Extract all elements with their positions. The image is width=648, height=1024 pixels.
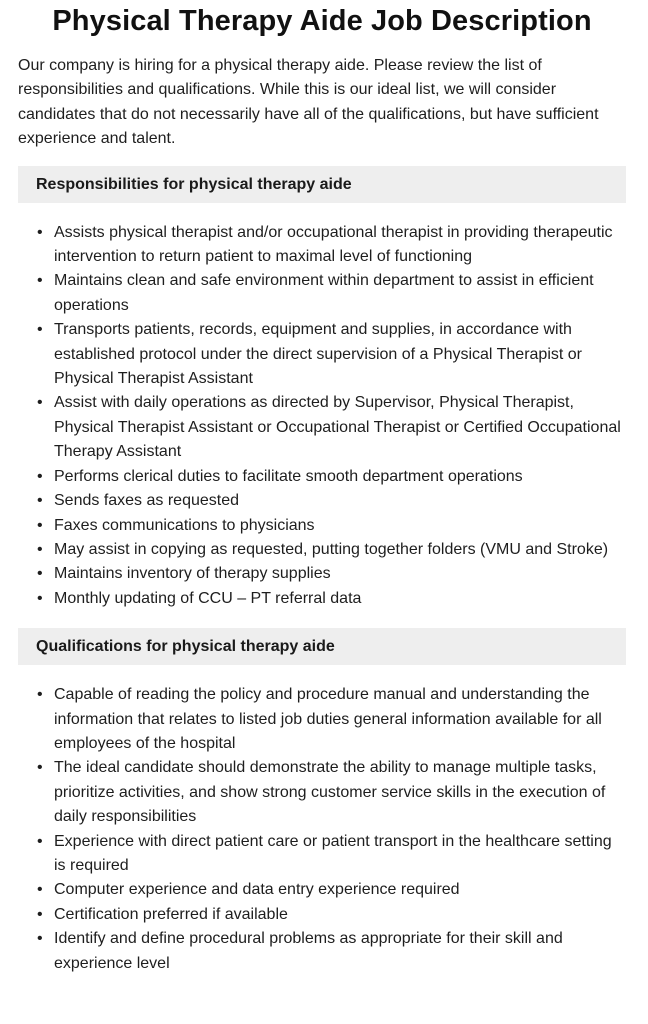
list-item-text: May assist in copying as requested, putting together folders (VMU and Stroke) [54,540,609,558]
list-item [37,562,626,586]
list-item [37,538,626,562]
bullet-icon: • [37,223,43,241]
list-item [37,391,626,464]
bullet-icon: • [37,686,43,704]
list-item [37,269,626,318]
list-item [37,830,626,879]
page-title: Physical Therapy Aide Job Description [52,5,592,37]
bullet-icon: • [37,467,43,485]
bullet-icon: • [37,759,43,777]
bullet-icon: • [37,881,43,899]
list-item [37,489,626,513]
bullet-icon: • [37,540,43,558]
list-item [37,683,626,756]
list-item-text: Experience with direct patient care or patient transport in the healthcare setting is required [54,832,612,874]
list-item [37,903,626,927]
list-item [37,756,626,829]
list-item-text: Identify and define procedural problems as appropriate for their skill and experience level [54,930,563,972]
list-item [37,221,626,270]
list-item-text: Sends faxes as requested [54,492,240,510]
list-item-text: Monthly updating of CCU – PT referral data [54,589,362,607]
intro-paragraph: Our company is hiring for a physical therapy aide. Please review the list of responsibilities and qualifications. While this is our ideal list, we will consider candidates that do not necessarily have all of the qualifications, but have sufficient experience and talent. [18,57,599,148]
bullet-icon: • [37,492,43,510]
bullet-icon: • [37,832,43,850]
list-item-text: Assists physical therapist and/or occupational therapist in providing therapeutic intervention to return patient to maximal level of functioning [54,223,613,266]
list-item [37,465,626,489]
bullet-icon: • [37,394,43,412]
list-item-text: Maintains clean and safe environment within department to assist in efficient operations [54,272,594,314]
list-item [37,514,626,538]
list-item-text: Capable of reading the policy and procedure manual and understanding the information that relates to listed job duties general information available for all employees of the hospital [54,686,602,752]
list-item [37,587,626,611]
bullet-icon: • [37,565,43,583]
list-item-text: Computer experience and data entry experience required [54,881,460,899]
bullet-icon: • [37,321,43,339]
bullet-icon: • [37,272,43,290]
list-item-text: Transports patients, records, equipment and supplies, in accordance with established protocol under the direct supervision of a Physical Therapist or Physical Therapist Assistant [54,321,582,388]
bullet-icon: • [37,589,43,607]
list-item [37,318,626,391]
qualifications-heading: Qualifications for physical therapy aide [18,628,626,665]
responsibilities-list [18,221,626,612]
list-item-text: Faxes communications to physicians [54,516,315,534]
list-item-text: The ideal candidate should demonstrate the ability to manage multiple tasks, prioritize activities, and show strong customer service skills in the execution of daily responsibilities [54,759,606,826]
list-item [37,878,626,902]
bullet-icon: • [37,516,43,534]
bullet-icon: • [37,930,43,948]
list-item [37,927,626,976]
list-item-text: Performs clerical duties to facilitate smooth department operations [54,467,523,485]
list-item-text: Certification preferred if available [54,905,288,923]
qualifications-list [18,683,626,976]
responsibilities-heading: Responsibilities for physical therapy aide [18,166,626,203]
list-item-text: Maintains inventory of therapy supplies [54,565,331,583]
list-item-text: Assist with daily operations as directed by Supervisor, Physical Therapist, Physical Therapist Assistant or Occupational Therapist or Certified Occupational Therapy Assistant [54,394,621,461]
bullet-icon: • [37,905,43,923]
